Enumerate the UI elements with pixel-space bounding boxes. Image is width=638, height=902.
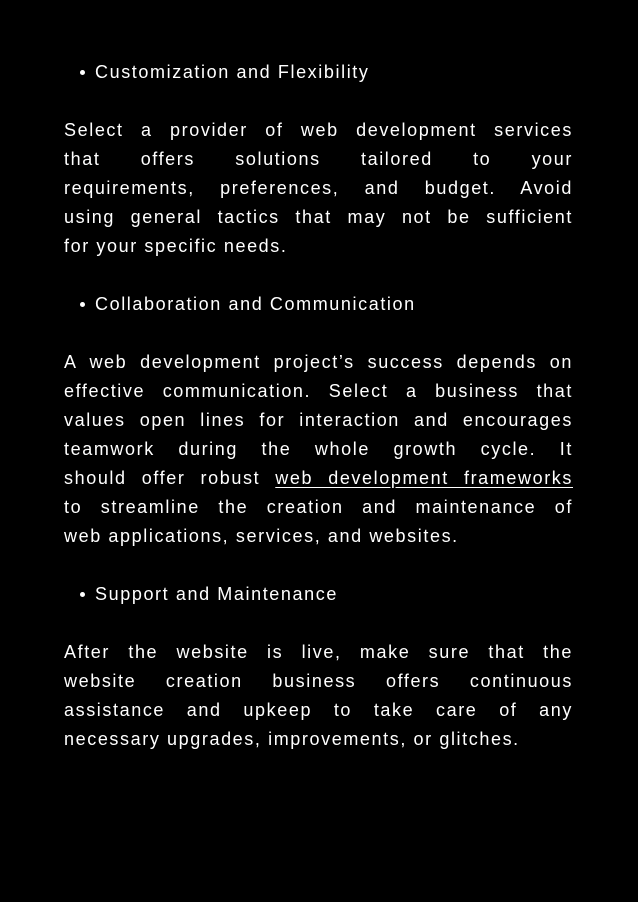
heading-text: Collaboration and Communication: [95, 294, 416, 314]
paragraph-line: After the website is live, make sure that the: [64, 642, 573, 662]
paragraph-line: that offers solutions tailored to your: [64, 149, 573, 169]
paragraph-line: for your specific needs.: [64, 236, 288, 256]
paragraph-support: [64, 638, 573, 754]
bullet-icon: [80, 592, 85, 597]
paragraph-line: effective communication. Select a business that: [64, 381, 573, 401]
paragraph-line: Select a provider of web development services: [64, 120, 573, 140]
paragraph-line: to streamline the creation and maintenance of: [64, 497, 573, 517]
bullet-heading-customization: [64, 58, 573, 87]
bullet-heading-support: [64, 580, 573, 609]
bullet-icon: [80, 302, 85, 307]
heading-text: Customization and Flexibility: [95, 62, 370, 82]
paragraph-line: web applications, services, and websites.: [64, 526, 459, 546]
bullet-heading-collaboration: [64, 290, 573, 319]
paragraph-line-with-link: [64, 464, 573, 493]
web-development-frameworks-link[interactable]: web development frameworks: [275, 468, 573, 488]
paragraph-line: assistance and upkeep to take care of any: [64, 700, 573, 720]
paragraph-collaboration: [64, 348, 573, 551]
document-page: [64, 58, 573, 754]
link-prefix-text: should offer robust: [64, 468, 276, 488]
paragraph-line: using general tactics that may not be sufficient: [64, 207, 573, 227]
paragraph-line: teamwork during the whole growth cycle. It: [64, 439, 573, 459]
paragraph-line: website creation business offers continuous: [64, 671, 573, 691]
heading-text: Support and Maintenance: [95, 584, 338, 604]
paragraph-line: values open lines for interaction and encourages: [64, 410, 573, 430]
paragraph-line: A web development project’s success depends on: [64, 352, 573, 372]
bullet-icon: [80, 70, 85, 75]
paragraph-line: necessary upgrades, improvements, or glitches.: [64, 729, 520, 749]
paragraph-customization: [64, 116, 573, 261]
paragraph-line: requirements, preferences, and budget. Avoid: [64, 178, 573, 198]
